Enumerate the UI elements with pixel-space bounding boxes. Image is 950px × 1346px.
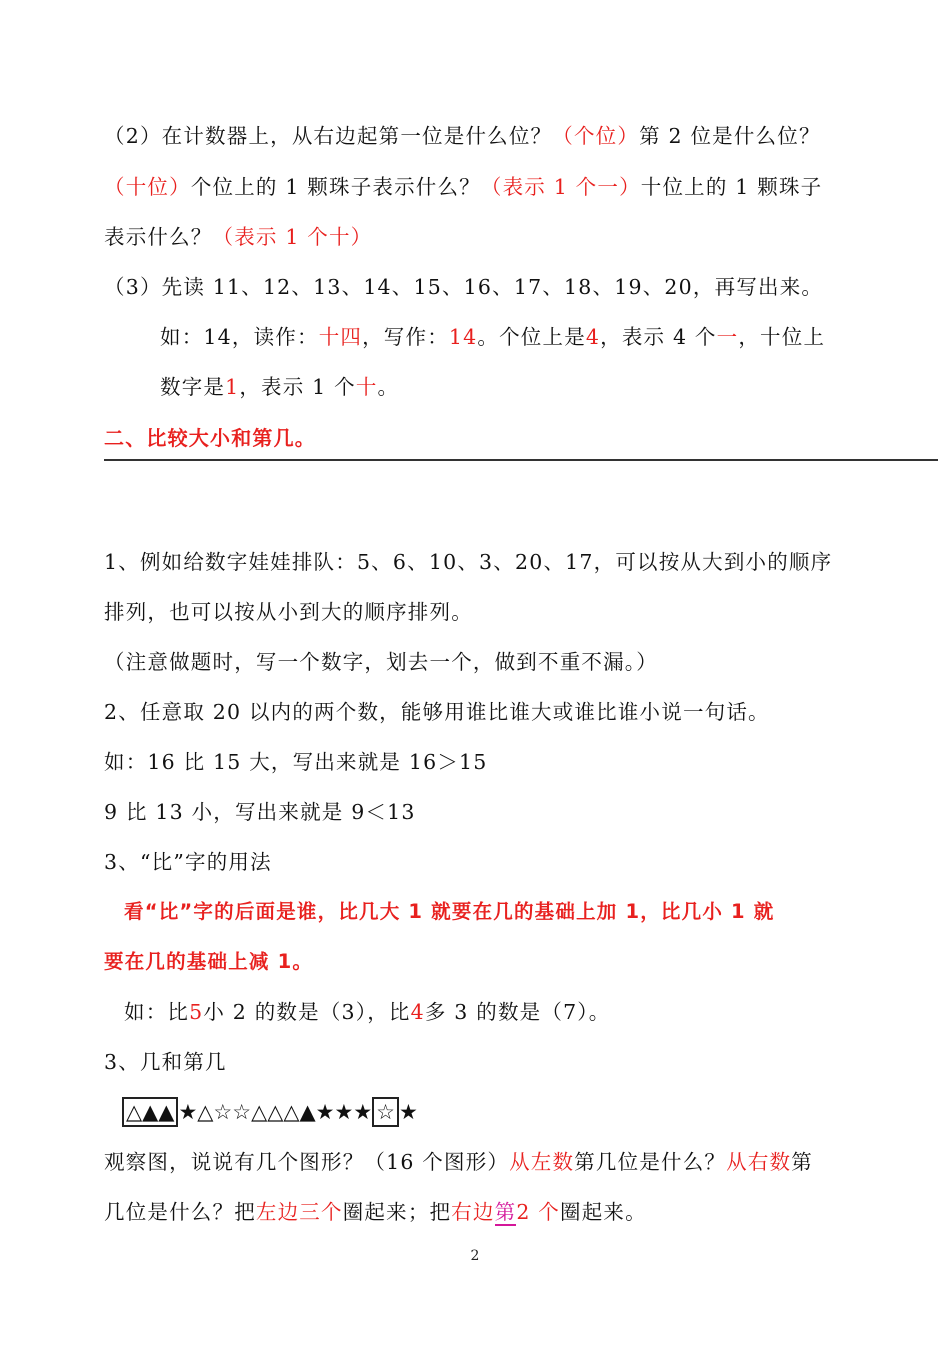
red-text: 十四 <box>318 325 363 349</box>
text: 小 2 的数是（3），比 <box>203 1000 411 1024</box>
answer-one-unit: （表示 1 个一） <box>480 175 641 199</box>
magenta-underlined-text: 第 <box>494 1200 517 1224</box>
section-heading <box>104 423 864 453</box>
red-text: 一 <box>716 325 739 349</box>
text: （3）先读 11、12、13、14、15、16、17、18、19、20，再写出来。 <box>104 275 824 299</box>
item-3-example <box>124 997 884 1027</box>
text: 如：比 <box>124 1000 190 1024</box>
item-3-title <box>104 847 864 877</box>
shape-last: ★ <box>399 1100 418 1124</box>
text: 第 2 位是什么位？ <box>639 124 821 148</box>
item-2-example-2 <box>104 797 864 827</box>
boxed-shapes-left: △▲▲ <box>122 1097 178 1127</box>
horizontal-rule <box>104 459 938 461</box>
heading-text: 二、比较大小和第几。 <box>104 426 316 450</box>
text: 如：14，读作： <box>160 325 319 349</box>
item-1-line-1 <box>104 547 864 577</box>
text: 排列，也可以按从小到大的顺序排列。 <box>104 600 473 624</box>
text: 圈起来；把 <box>342 1200 452 1224</box>
item-2-example-1 <box>104 747 864 777</box>
red-text: 从右数 <box>726 1150 792 1174</box>
text: 9 比 13 小，写出来就是 9＜13 <box>104 800 416 824</box>
paragraph-3-title <box>104 272 864 302</box>
red-text: 1 <box>225 375 240 399</box>
shapes-row <box>122 1097 882 1127</box>
text: 第几位是什么？ <box>574 1150 727 1174</box>
text: 如：16 比 15 大，写出来就是 16＞15 <box>104 750 488 774</box>
boxed-shape-right: ☆ <box>372 1097 399 1127</box>
text: 看“比”字的后面是谁，比几大 1 就要在几的基础上加 1，比几小 1 就 <box>124 900 775 923</box>
paragraph-3-example-line-1 <box>160 322 920 352</box>
answer-one-ten: （表示 1 个十） <box>212 225 373 249</box>
text: （2）在计数器上，从右边起第一位是什么位？ <box>104 124 553 148</box>
text: 多 3 的数是（7）。 <box>424 1000 611 1024</box>
text: 几位是什么？把 <box>104 1200 256 1224</box>
text: 个位上的 1 颗珠子表示什么？ <box>190 175 481 199</box>
item-4-title <box>104 1047 864 1077</box>
item-4-question-line-1 <box>104 1147 864 1177</box>
red-text: 4 <box>410 1000 425 1024</box>
red-text: 5 <box>189 1000 204 1024</box>
red-text: 左边三个 <box>255 1200 343 1224</box>
text: （注意做题时，写一个数字，划去一个，做到不重不漏。） <box>104 650 658 674</box>
red-text: 从左数 <box>509 1150 575 1174</box>
text: 十位上的 1 颗珠子 <box>640 175 823 199</box>
text: ，表示 1 个 <box>239 375 356 399</box>
item-1-line-2 <box>104 597 864 627</box>
paragraph-2-line-3 <box>104 222 864 252</box>
text: 圈起来。 <box>560 1200 647 1224</box>
text: 数字是 <box>160 375 226 399</box>
paragraph-3-example-line-2 <box>160 372 920 402</box>
item-3-rule-line-2 <box>104 947 864 977</box>
text: 要在几的基础上减 1。 <box>104 950 314 973</box>
answer-tens-place: （十位） <box>104 175 191 199</box>
item-3-rule-line-1 <box>124 897 884 927</box>
paragraph-2-line-1 <box>104 121 864 151</box>
text: 3、几和第几 <box>104 1050 227 1074</box>
text: 第 <box>791 1150 813 1174</box>
red-text: 14 <box>448 325 478 349</box>
page-number: 2 <box>470 1248 480 1264</box>
shapes-sequence: ★△☆☆△△△▲★★★ <box>178 1100 373 1124</box>
text: 。个位上是 <box>477 325 586 349</box>
answer-ones-place: （个位） <box>552 124 640 148</box>
item-1-note <box>104 647 864 677</box>
text: ，写作： <box>362 325 449 349</box>
text: 2、任意取 20 以内的两个数，能够用谁比谁大或谁比谁小说一句话。 <box>104 700 770 724</box>
red-text: 4 <box>585 325 601 349</box>
item-2-title <box>104 697 864 727</box>
red-text: 2 个 <box>516 1200 560 1224</box>
paragraph-2-line-2 <box>104 172 864 202</box>
red-text: 右边 <box>451 1200 495 1224</box>
text: ，十位上 <box>738 325 826 349</box>
red-text: 十 <box>355 375 378 399</box>
text: 表示什么？ <box>104 225 213 249</box>
text: 。 <box>377 375 400 399</box>
text: 3、“比”字的用法 <box>104 850 272 874</box>
text: 1、例如给数字娃娃排队：5、6、10、3、20、17，可以按从大到小的顺序 <box>104 550 833 574</box>
text: 观察图，说说有几个图形？（16 个图形） <box>104 1150 510 1174</box>
item-4-question-line-2 <box>104 1197 864 1227</box>
text: ，表示 4 个 <box>600 325 717 349</box>
